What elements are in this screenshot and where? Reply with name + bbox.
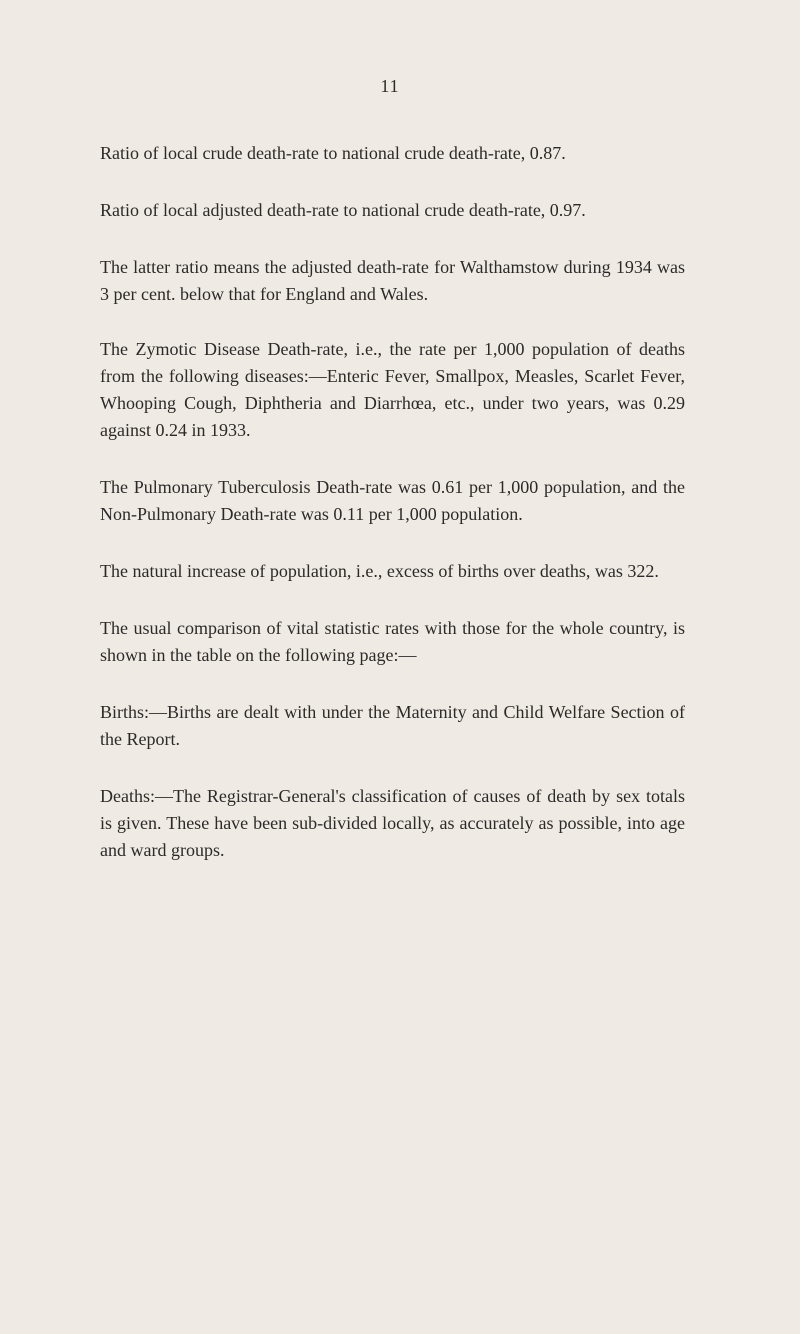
paragraph-zymotic-disease: The Zymotic Disease Death-rate, i.e., the rate per 1,000 population of deaths from the following diseases:—Enteric Fever, Smallpox, Measles, Scarlet Fever, Whooping Cough, Diphtheria and Diarrhœa, etc., under two years, was 0.29 against 0.24 in 1933. bbox=[100, 339, 685, 440]
paragraph-comparison: The usual comparison of vital statistic rates with those for the whole country, is shown in the table on the following page:— bbox=[100, 618, 685, 665]
paragraph-tuberculosis: The Pulmonary Tuberculosis Death-rate was 0.61 per 1,000 population, and the Non-Pulmonary Death-rate was 0.11 per 1,000 population. bbox=[100, 477, 685, 524]
paragraph-deaths: Deaths:—The Registrar-General's classification of causes of death by sex totals is given. These have been sub-divided locally, as accurately as possible, into age and ward groups. bbox=[100, 786, 685, 860]
paragraph-births: Births:—Births are dealt with under the Maternity and Child Welfare Section of the Report. bbox=[100, 702, 685, 749]
page-number: 11 bbox=[380, 76, 400, 96]
paragraph-local-adjusted-ratio: Ratio of local adjusted death-rate to national crude death-rate, 0.97. bbox=[100, 200, 586, 220]
paragraph-local-crude-ratio: Ratio of local crude death-rate to national crude death-rate, 0.87. bbox=[100, 143, 566, 163]
paragraph-natural-increase: The natural increase of population, i.e., excess of births over deaths, was 322. bbox=[100, 561, 659, 581]
body-text bbox=[100, 140, 685, 893]
paragraph-latter-ratio: The latter ratio means the adjusted death-rate for Walthamstow during 1934 was 3 per cent. below that for England and Wales. bbox=[100, 257, 685, 304]
